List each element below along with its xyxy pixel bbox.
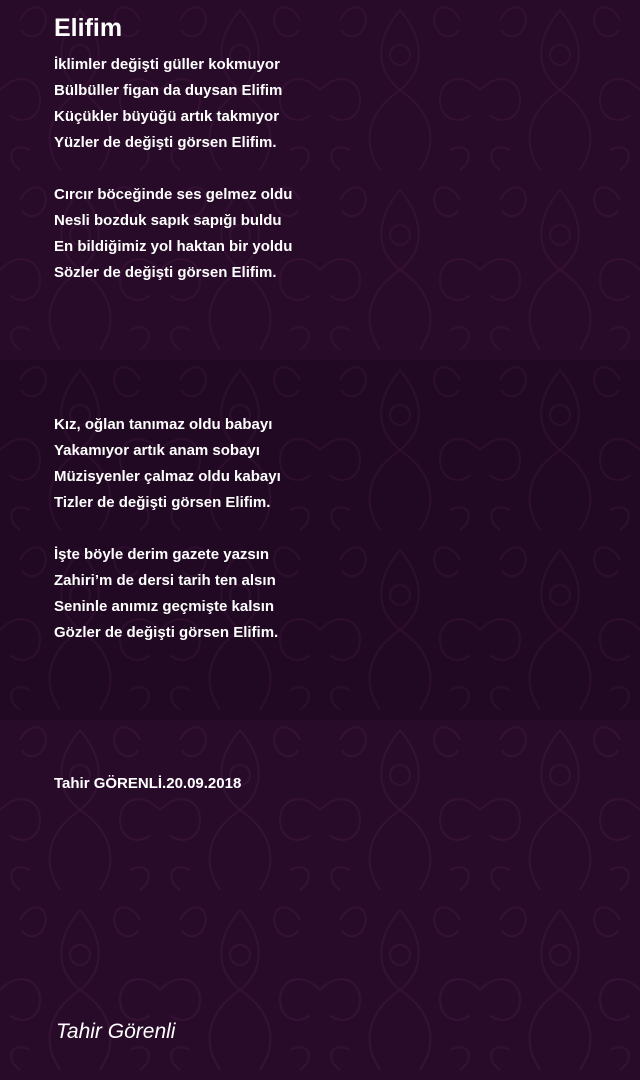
poem-line: Zahiri’m de dersi tarih ten alsın	[54, 572, 276, 589]
poem-line: Müzisyenler çalmaz oldu kabayı	[54, 468, 281, 485]
author-name: Tahir Görenli	[56, 1020, 176, 1043]
poem-stanza-4	[54, 542, 278, 646]
poem-line: Cırcır böceğinde ses gelmez oldu	[54, 186, 293, 203]
poem-line: Tizler de değişti görsen Elifim.	[54, 494, 271, 511]
poem-line: Kız, oğlan tanımaz oldu babayı	[54, 416, 273, 433]
poem-line: İklimler değişti güller kokmuyor	[54, 56, 280, 73]
poem-line: En bildiğimiz yol haktan bir yoldu	[54, 238, 293, 255]
poem-line: Yakamıyor artık anam sobayı	[54, 442, 260, 459]
poem-line: Küçükler büyüğü artık takmıyor	[54, 108, 280, 125]
poem-stanza-2	[54, 182, 292, 286]
poem-line: Sözler de değişti görsen Elifim.	[54, 264, 277, 281]
poem-line: Bülbüller figan da duysan Elifim	[54, 82, 283, 99]
poem-stanza-3	[54, 412, 281, 516]
poem-signature-date: Tahir GÖRENLİ.20.09.2018	[54, 775, 242, 792]
poem-line: İşte böyle derim gazete yazsın	[54, 546, 270, 563]
poem-line: Seninle anımız geçmişte kalsın	[54, 598, 275, 615]
poem-stanza-1	[54, 52, 282, 156]
poem-title: Elifim	[54, 14, 123, 42]
poem-line: Gözler de değişti görsen Elifim.	[54, 624, 279, 641]
poem-line: Yüzler de değişti görsen Elifim.	[54, 134, 277, 151]
poem-line: Nesli bozduk sapık sapığı buldu	[54, 212, 282, 229]
